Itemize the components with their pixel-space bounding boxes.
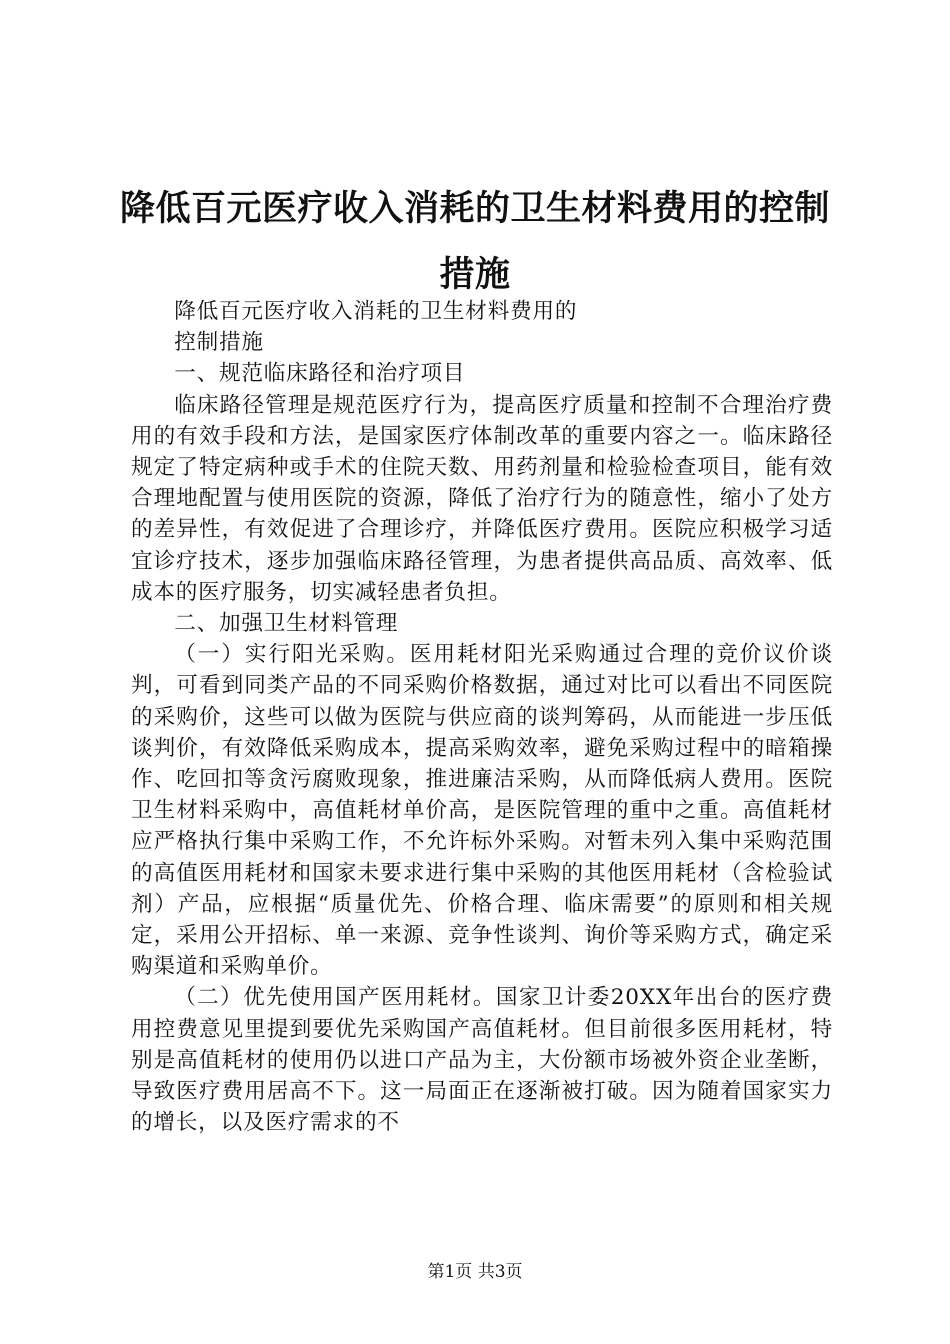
paragraph-sunshine-procurement: （一）实行阳光采购。医用耗材阳光采购通过合理的竞价议价谈判，可看到同类产品的不同采购价格数据，通过对比可以看出不同医院的采购价，这些可以做为医院与供应商的谈判筹码，从而能进一步压低谈判价，有效降低采购成本，提高采购效率，避免采购过程中的暗箱操作、吃回扣等贪污腐败现象，推进廉洁采购，从而降低病人费用。医院卫生材料采购中，高值耗材单价高，是医院管理的重中之重。高值耗材应严格执行集中采购工作，不允许标外采购。对暂未列入集中采购范围的高值医用耗材和国家未要求进行集中采购的其他医用耗材（含检验试剂）产品，应根据“质量优先、价格合理、临床需要”的原则和相关规定，采用公开招标、单一来源、竞争性谈判、询价等采购方式，确定采购渠道和采购单价。: [131, 642, 833, 980]
paragraph-domestic-consumables: （二）优先使用国产医用耗材。国家卫计委20XX年出台的医疗费用控费意见里提到要优先采购国产高值耗材。但目前很多医用耗材，特别是高值耗材的使用仍以进口产品为主，大份额市场被外资企业垄断，导致医疗费用居高不下。这一局面正在逐渐被打破。因为随着国家实力的增长，以及医疗需求的不: [131, 985, 833, 1136]
section-heading-1: 一、规范临床路径和治疗项目: [174, 361, 466, 387]
subtitle-line-1: 降低百元医疗收入消耗的卫生材料费用的: [174, 299, 578, 324]
document-body: [131, 296, 833, 1138]
document-title: 降低百元医疗收入消耗的卫生材料费用的控制措施: [119, 189, 830, 295]
subtitle-line-2: 控制措施: [174, 330, 264, 356]
paragraph-clinical-pathway: 临床路径管理是规范医疗行为，提高医疗质量和控制不合理治疗费用的有效手段和方法，是国家医疗体制改革的重要内容之一。临床路径规定了特定病种或手术的住院天数、用药剂量和检验检查项目，能有效合理地配置与使用医院的资源，降低了治疗行为的随意性，缩小了处方的差异性，有效促进了合理诊疗，并降低医疗费用。医院应积极学习适宜诊疗技术，逐步加强临床路径管理，为患者提供高品质、高效率、低成本的医疗服务，切实减轻患者负担。: [131, 392, 833, 605]
section-heading-2: 二、加强卫生材料管理: [174, 611, 399, 637]
page-footer: 第1页 共3页: [427, 1262, 523, 1282]
